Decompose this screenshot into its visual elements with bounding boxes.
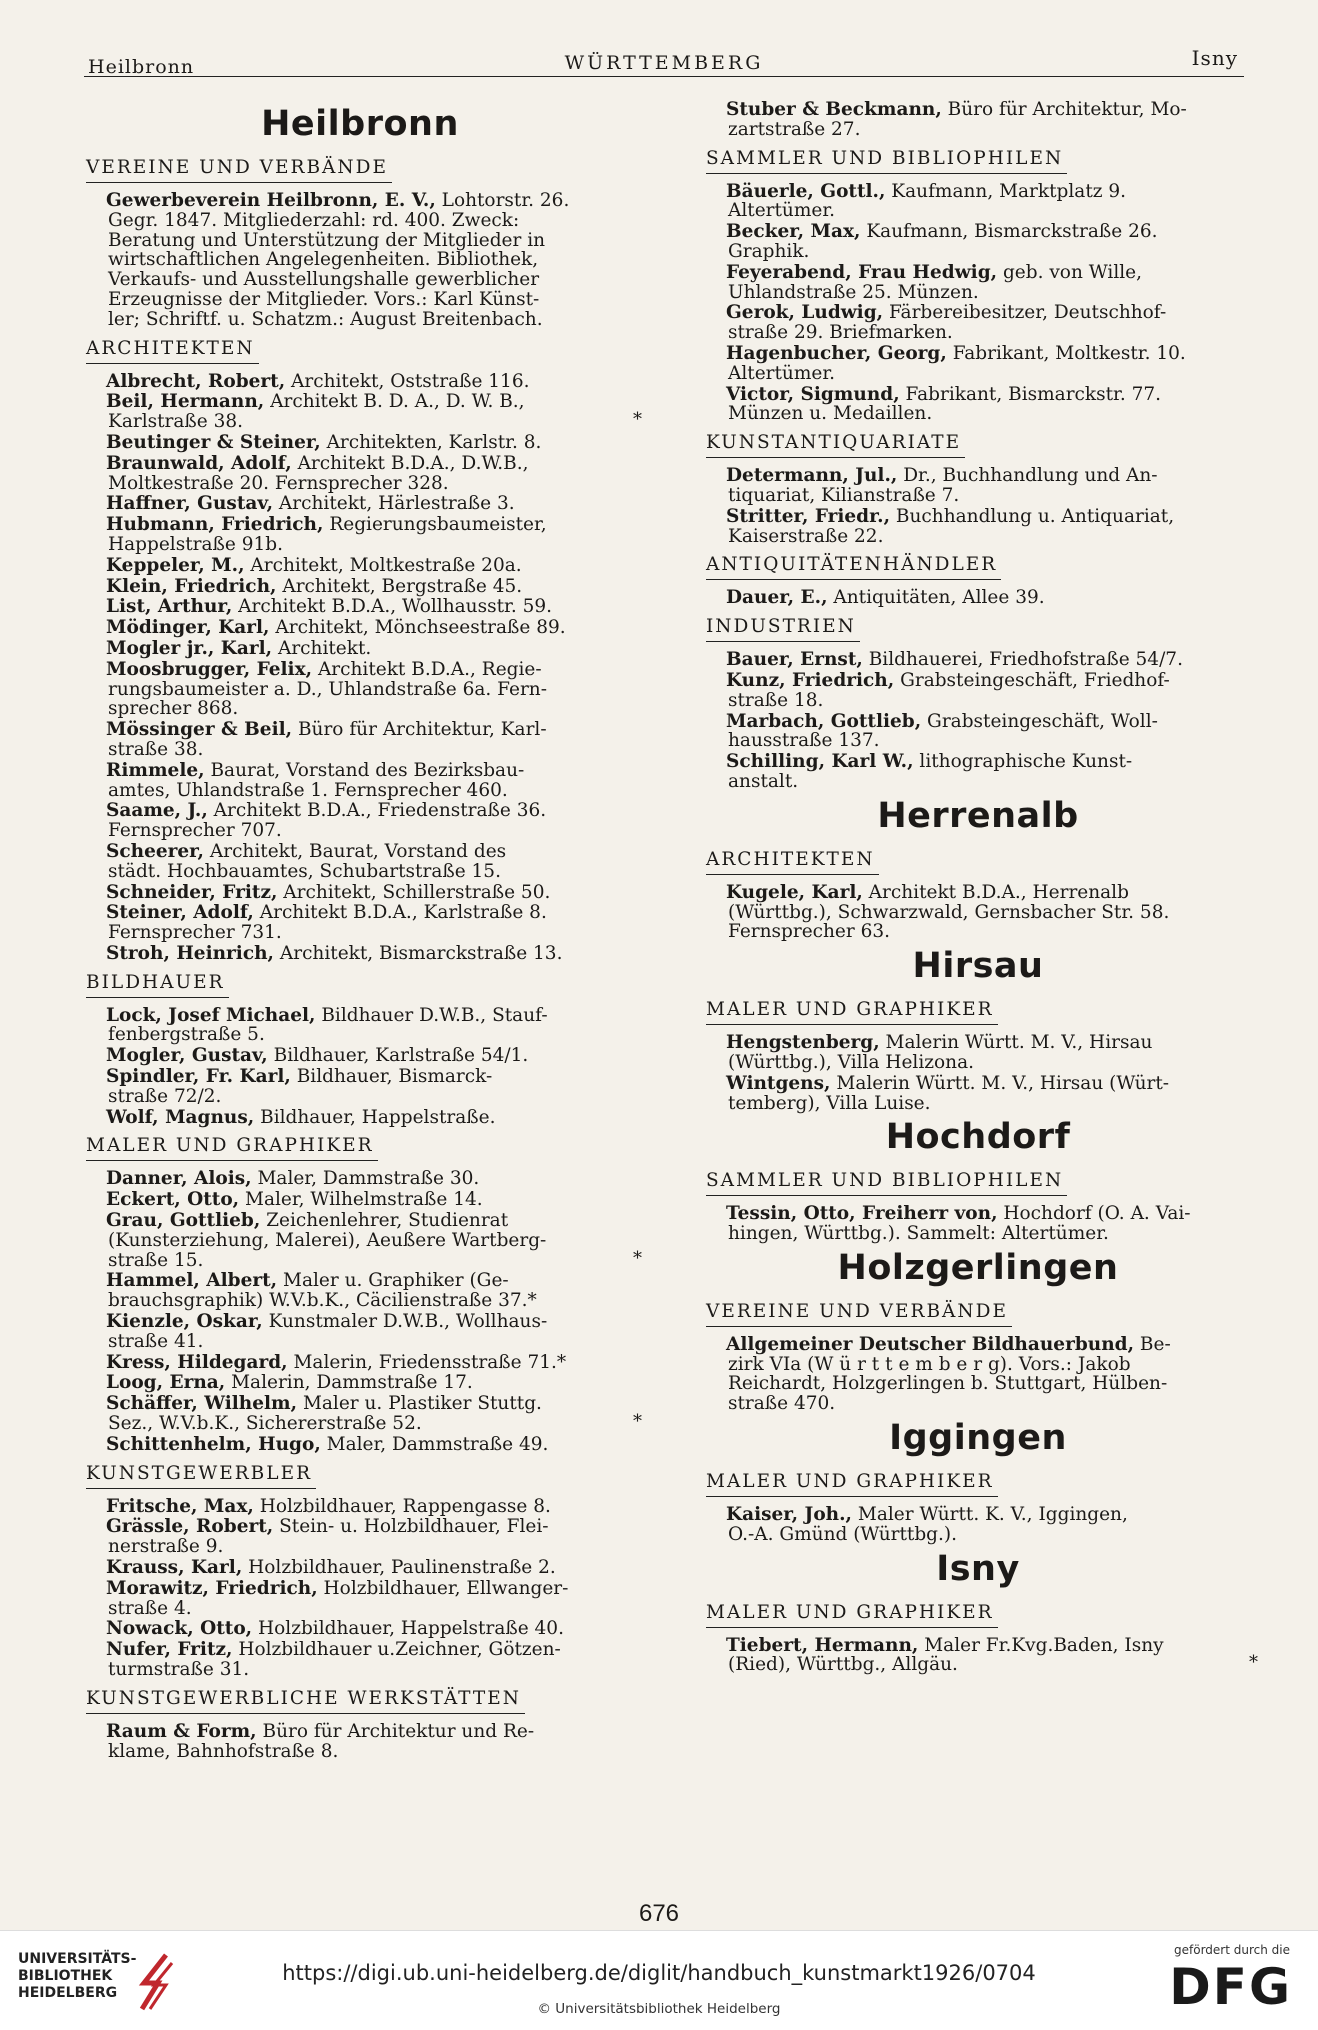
entry-text: Sez., W.V.b.K., Sichererstraße 52. — [108, 1413, 422, 1435]
entry-name: Hammel, Albert, — [106, 1270, 278, 1292]
city-heading: Isny — [936, 1548, 1020, 1589]
entry-name: Kress, Hildegard, — [106, 1351, 288, 1373]
library-line: BIBLIOTHEK — [18, 1968, 113, 1984]
section-heading: KUNSTGEWERBLICHE WERKSTÄTTEN — [86, 1687, 525, 1714]
directory-entry — [86, 1517, 634, 1557]
library-line: UNIVERSITÄTS- — [18, 1951, 137, 1967]
copyright-notice: © Universitätsbibliothek Heidelberg — [537, 2001, 781, 2017]
directory-entry — [86, 761, 634, 801]
entry-name: Marbach, Gottlieb, — [726, 710, 922, 732]
entry-name: Stuber & Beckmann, — [726, 99, 942, 120]
directory-entry — [86, 1169, 634, 1189]
section-heading-wrap — [706, 992, 1250, 1033]
entry-name: Schäffer, Wilhelm, — [106, 1393, 298, 1415]
entry-text: Bildhauer D.W.B., Stauf- — [315, 1004, 548, 1026]
entry-text: Zeichenlehrer, Studienrat — [260, 1210, 509, 1232]
entry-text: Architekt, Moltkestraße 20a. — [244, 554, 522, 576]
section-heading: INDUSTRIEN — [706, 615, 860, 642]
entry-text: Architekt B.D.A., Wollhausstr. 59. — [232, 596, 553, 618]
section-heading-wrap — [706, 425, 1250, 466]
entry-text: Bildhauerei, Friedhofstraße 54/7. — [862, 649, 1183, 671]
entry-text: amtes, Uhlandstraße 1. Fernsprecher 460. — [108, 779, 508, 801]
section-heading: MALER UND GRAPHIKER — [706, 1601, 998, 1628]
entry-name: Beutinger & Steiner, — [106, 431, 321, 453]
page-number: 676 — [638, 1900, 680, 1927]
section-heading-wrap — [86, 150, 634, 191]
entry-text: Karlstraße 38. — [108, 411, 244, 433]
entry-name: Kunz, Friedrich, — [726, 669, 895, 691]
directory-entry — [86, 1067, 634, 1107]
section-heading-wrap — [706, 842, 1250, 883]
directory-entry — [86, 597, 634, 617]
entry-name: Raum & Form, — [106, 1720, 257, 1742]
entry-name: Spindler, Fr. Karl, — [106, 1066, 291, 1088]
directory-entry — [86, 1640, 634, 1680]
entry-text: Fabrikant, Moltkestr. 10. — [946, 342, 1186, 364]
entry-text: Holzbildhauer, Paulinenstraße 2. — [242, 1557, 556, 1579]
directory-entry — [86, 556, 634, 576]
entry-text: Büro für Architektur, Mo- — [941, 99, 1187, 120]
directory-entry — [706, 1634, 1258, 1676]
entry-text: Büro für Architektur und Re- — [256, 1720, 535, 1742]
entry-name: Kugele, Karl, — [726, 881, 863, 903]
entry-name: Kienzle, Oskar, — [106, 1311, 263, 1333]
entry-text: Regierungsbaumeister, — [323, 514, 547, 536]
directory-entry — [706, 303, 1250, 343]
entry-name: Hubmann, Friedrich, — [106, 514, 324, 536]
entry-text: Kaiserstraße 22. — [728, 525, 884, 547]
entry-name: Tessin, Otto, Freiherr von, — [726, 1203, 998, 1225]
section-heading: MALER UND GRAPHIKER — [86, 1134, 378, 1161]
entry-text: straße 470. — [728, 1393, 836, 1415]
entry-name: Becker, Max, — [726, 221, 861, 243]
directory-entry — [706, 182, 1250, 222]
entry-name: Schittenhelm, Hugo, — [106, 1433, 321, 1455]
directory-entry — [86, 639, 634, 659]
city-heading: Holzgerlingen — [837, 1247, 1119, 1288]
entry-name: Loog, Erna, — [106, 1372, 226, 1394]
directory-entry — [86, 1046, 634, 1066]
entry-text: tiquariat, Kilianstraße 7. — [728, 484, 960, 506]
entry-name: Kaiser, Joh., — [726, 1504, 852, 1526]
header-right: Isny — [1191, 46, 1238, 70]
entry-name: List, Arthur, — [106, 596, 233, 618]
city-heading: Hochdorf — [885, 1117, 1071, 1158]
entry-name: Stritter, Friedr., — [726, 505, 891, 527]
directory-entry — [706, 1074, 1250, 1114]
entry-text: Malerin, Dammstraße 17. — [225, 1372, 473, 1394]
entry-text: Be- — [1134, 1333, 1171, 1355]
asterisk-mark: * — [1249, 1652, 1258, 1674]
directory-entry — [86, 1373, 634, 1393]
entry-text: Architekt B.D.A., Herrenalb — [862, 881, 1129, 903]
directory-entry — [86, 883, 634, 903]
entry-text: straße 38. — [108, 738, 204, 760]
entry-name: Braunwald, Adolf, — [106, 452, 292, 474]
entry-name: Schilling, Karl W., — [726, 751, 914, 773]
entry-text: Architekt, Bismarckstraße 13. — [273, 942, 563, 964]
directory-entry — [706, 588, 1250, 608]
directory-entry — [86, 1108, 634, 1128]
entry-text: Maler Fr.Kvg.Baden, Isny — [918, 1634, 1164, 1656]
entry-text: Maler, Dammstraße 49. — [320, 1433, 549, 1455]
entry-name: Mogler, Gustav, — [106, 1045, 268, 1067]
entry-name: Beil, Hermann, — [106, 391, 265, 413]
section-heading-wrap — [86, 1128, 634, 1169]
funding-caption: gefördert durch die — [1174, 1943, 1290, 1957]
directory-entry — [86, 1579, 634, 1619]
entry-text: rungsbaumeister a. D., Uhlandstraße 6a. Fern- — [108, 678, 547, 700]
entry-text: Beratung und Unterstützung der Mitglieder in — [108, 229, 546, 251]
directory-entry — [706, 1204, 1250, 1244]
city-heading: Herrenalb — [877, 795, 1079, 836]
section-heading: VEREINE UND VERBÄNDE — [86, 156, 392, 183]
entry-name: Grau, Gottlieb, — [106, 1210, 261, 1232]
directory-entry — [86, 1271, 634, 1311]
entry-text: Architekt, Oststraße 116. — [285, 370, 530, 392]
entry-text: Grabsteingeschäft, Woll- — [921, 710, 1158, 732]
entry-name: Allgemeiner Deutscher Bildhauerbund, — [726, 1333, 1135, 1355]
city-heading: Heilbronn — [261, 104, 459, 144]
entry-text: Happelstraße 91b. — [108, 533, 283, 555]
directory-entry — [86, 660, 634, 719]
entry-name: Saame, J., — [106, 800, 208, 822]
section-heading-wrap — [86, 331, 634, 372]
entry-name: Gewerbeverein Heilbronn, E. V., — [106, 190, 436, 211]
asterisk-mark: * — [633, 1247, 642, 1269]
entry-name: Stroh, Heinrich, — [106, 942, 274, 964]
directory-entry — [706, 1505, 1250, 1545]
entry-text: straße 29. Briefmarken. — [728, 322, 953, 344]
entry-name: Dauer, E., — [726, 587, 828, 609]
directory-entry — [706, 507, 1250, 547]
entry-text: Altertümer. — [728, 200, 836, 222]
directory-entry — [86, 454, 634, 494]
entry-text: Münzen u. Medaillen. — [728, 403, 933, 425]
section-heading: ARCHITEKTEN — [706, 848, 879, 875]
directory-entry — [86, 801, 634, 841]
entry-text: Kaufmann, Marktplatz 9. — [885, 180, 1127, 202]
entry-text: brauchsgraphik) W.V.b.K., Cäcilienstraße 37.* — [108, 1290, 537, 1312]
entry-name: Nufer, Fritz, — [106, 1639, 233, 1661]
entry-text: Fernsprecher 731. — [108, 922, 282, 944]
entry-text: Bildhauer, Karlstraße 54/1. — [267, 1045, 529, 1067]
entry-name: Mödinger, Karl, — [106, 617, 270, 639]
entry-text: straße 18. — [728, 689, 824, 711]
entry-name: Mogler jr., Karl, — [106, 637, 273, 659]
section-heading: KUNSTANTIQUARIATE — [706, 431, 965, 458]
entry-name: Keppeler, M., — [106, 554, 245, 576]
entry-text: O.-A. Gmünd (Württbg.). — [728, 1523, 957, 1545]
section-heading-wrap — [706, 609, 1250, 650]
entry-text: Architekt. — [272, 637, 372, 659]
entry-text: geb. von Wille, — [997, 261, 1143, 283]
library-logo-icon — [136, 1953, 174, 2011]
entry-text: Uhlandstraße 25. Münzen. — [728, 281, 979, 303]
directory-entry — [706, 1335, 1250, 1414]
directory-entry — [86, 1619, 634, 1639]
running-header — [84, 46, 1244, 77]
entry-text: lithographische Kunst- — [913, 751, 1133, 773]
entry-name: Scheerer, — [106, 840, 204, 862]
entry-name: Moosbrugger, Felix, — [106, 658, 313, 680]
entry-text: Stein- u. Holzbildhauer, Flei- — [273, 1516, 549, 1538]
entry-text: Holzbildhauer u.Zeichner, Götzen- — [232, 1639, 561, 1661]
entry-text: Maler u. Plastiker Stuttg. — [297, 1393, 542, 1415]
entry-name: Morawitz, Friedrich, — [106, 1577, 318, 1599]
entry-name: Steiner, Adolf, — [106, 902, 254, 924]
entry-text: Architekt B.D.A., Karlstraße 8. — [253, 902, 547, 924]
left-column — [86, 100, 642, 1762]
entry-text: straße 4. — [108, 1597, 192, 1619]
entry-text: Reichardt, Holzgerlingen b. Stuttgart, Hülben- — [728, 1373, 1168, 1395]
entry-name: Danner, Alois, — [106, 1168, 252, 1190]
entry-text: Büro für Architektur, Karl- — [292, 719, 547, 741]
entry-text: straße 72/2. — [108, 1085, 222, 1107]
directory-entry — [706, 344, 1250, 384]
directory-entry — [706, 883, 1250, 942]
directory-entry — [86, 1497, 634, 1517]
directory-entry — [706, 385, 1250, 425]
entry-name: Bäuerle, Gottl., — [726, 180, 886, 202]
entry-text: Verkaufs- und Ausstellungshalle gewerblicher — [108, 269, 540, 291]
directory-entry — [86, 720, 634, 760]
entry-name: Feyerabend, Frau Hedwig, — [726, 261, 998, 283]
entry-text: anstalt. — [728, 770, 799, 792]
directory-entry — [86, 1312, 634, 1352]
entry-text: Buchhandlung u. Antiquariat, — [890, 505, 1175, 527]
directory-entry — [706, 650, 1250, 670]
directory-entry — [706, 712, 1250, 752]
entry-name: Grässle, Robert, — [106, 1516, 274, 1538]
entry-text: Malerin Württ. M. V., Hirsau (Würt- — [830, 1072, 1170, 1094]
entry-name: Fritsche, Max, — [106, 1495, 254, 1517]
entry-text: Dr., Buchhandlung und An- — [897, 465, 1158, 487]
entry-name: Nowack, Otto, — [106, 1618, 253, 1640]
entry-text: (Kunsterziehung, Malerei), Aeußere Wartberg- — [108, 1229, 547, 1251]
entry-text: hausstraße 137. — [728, 730, 880, 752]
entry-text: Altertümer. — [728, 362, 836, 384]
entry-text: Architekt B. D. A., D. W. B., — [264, 391, 525, 413]
directory-entry — [86, 515, 634, 555]
entry-text: turmstraße 31. — [108, 1659, 250, 1680]
entry-text: straße 41. — [108, 1330, 204, 1352]
entry-text: Färbereibesitzer, Deutschhof- — [883, 302, 1167, 324]
section-heading-wrap — [86, 1681, 634, 1722]
section-heading: ARCHITEKTEN — [86, 337, 259, 364]
entry-text: zartstraße 27. — [728, 118, 861, 140]
entry-text: fenbergstraße 5. — [108, 1024, 265, 1046]
footer-bar — [0, 1930, 1318, 2030]
entry-text: Architekt, Härlestraße 3. — [273, 493, 515, 515]
entry-text: zirk VIa (W ü r t t e m b e r g). Vors.: Jakob — [728, 1353, 1131, 1375]
entry-text: Baurat, Vorstand des Bezirksbau- — [204, 759, 525, 781]
entry-text: Gegr. 1847. Mitgliederzahl: rd. 400. Zweck: — [108, 209, 520, 231]
directory-entry — [86, 577, 634, 597]
directory-entry — [86, 842, 634, 882]
entry-text: klame, Bahnhofstraße 8. — [108, 1740, 339, 1762]
directory-entry — [86, 372, 634, 392]
section-heading: BILDHAUER — [86, 971, 229, 998]
entry-text: Grabsteingeschäft, Friedhof- — [894, 669, 1170, 691]
entry-text: Erzeugnisse der Mitglieder. Vors.: Karl Künst- — [108, 288, 540, 310]
entry-name: Krauss, Karl, — [106, 1557, 243, 1579]
directory-entry — [86, 1190, 634, 1210]
directory-entry — [86, 1353, 634, 1373]
directory-entry — [706, 222, 1250, 262]
entry-text: Holzbildhauer, Happelstraße 40. — [252, 1618, 564, 1640]
directory-entry — [86, 433, 634, 453]
directory-entry — [86, 191, 634, 330]
entry-text: (Württbg.), Schwarzwald, Gernsbacher Str. 58. — [728, 901, 1170, 923]
entry-text: Architekt, Baurat, Vorstand des — [203, 840, 507, 862]
entry-name: Victor, Sigmund, — [726, 383, 900, 405]
entry-text: Malerin Württ. M. V., Hirsau — [879, 1032, 1153, 1054]
asterisk-mark: * — [633, 1411, 642, 1433]
directory-entry — [86, 944, 634, 964]
entry-text: Fernsprecher 63. — [728, 921, 891, 943]
entry-text: Kaufmann, Bismarckstraße 26. — [860, 221, 1158, 243]
entry-name: Mössinger & Beil, — [106, 719, 293, 741]
entry-text: ler; Schriftf. u. Schatzm.: August Breitenbach. — [108, 308, 543, 330]
entry-text: Malerin, Friedensstraße 71.* — [287, 1351, 567, 1373]
page-url-link[interactable]: https://digi.ub.uni-heidelberg.de/diglit/handbuch_kunstmarkt1926/0704 — [282, 1961, 1036, 1985]
entry-text: straße 15. — [108, 1249, 204, 1271]
entry-text: nerstraße 9. — [108, 1536, 224, 1558]
section-heading-wrap — [86, 965, 634, 1006]
library-name — [18, 1951, 136, 2002]
entry-text: Graphik. — [728, 240, 810, 262]
entry-name: Albrecht, Robert, — [106, 370, 286, 392]
section-heading: VEREINE UND VERBÄNDE — [706, 1300, 1012, 1327]
directory-entry — [86, 903, 634, 943]
entry-text: Holzbildhauer, Ellwanger- — [317, 1577, 569, 1599]
section-heading-wrap — [86, 1456, 634, 1497]
entry-text: Maler u. Graphiker (Ge- — [277, 1270, 509, 1292]
header-left: Heilbronn — [88, 56, 195, 78]
directory-entry — [86, 1722, 634, 1762]
entry-text: wirtschaftlichen Angelegenheiten. Bibliothek, — [108, 249, 539, 271]
directory-entry — [706, 752, 1250, 792]
entry-name: Hagenbucher, Georg, — [726, 342, 947, 364]
entry-text: Architekt B.D.A., Regie- — [312, 658, 542, 680]
section-heading: ANTIQUITÄTENHÄNDLER — [706, 553, 1001, 580]
entry-text: Antiquitäten, Allee 39. — [827, 587, 1045, 609]
directory-entry — [86, 1393, 642, 1435]
section-heading: MALER UND GRAPHIKER — [706, 998, 998, 1025]
directory-entry — [706, 671, 1250, 711]
directory-entry — [706, 1033, 1250, 1073]
directory-entry — [706, 100, 1250, 140]
entry-name: Rimmele, — [106, 759, 205, 781]
entry-text: Maler, Wilhelmstraße 14. — [239, 1189, 483, 1211]
entry-text: Kunstmaler D.W.B., Wollhaus- — [262, 1311, 548, 1333]
entry-text: (Württbg.), Villa Helizona. — [728, 1051, 974, 1073]
entry-name: Gerok, Ludwig, — [726, 302, 884, 324]
section-heading: SAMMLER UND BIBLIOPHILEN — [706, 147, 1067, 174]
entry-text: sprecher 868. — [108, 698, 239, 720]
entry-name: Haffner, Gustav, — [106, 493, 274, 515]
entry-text: Maler, Dammstraße 30. — [251, 1168, 480, 1190]
asterisk-mark: * — [633, 409, 642, 431]
entry-text: temberg), Villa Luise. — [728, 1092, 931, 1114]
entry-text: Lohtorstr. 26. — [435, 190, 570, 211]
directory-entry — [86, 494, 634, 514]
entry-text: Maler Württ. K. V., Iggingen, — [852, 1504, 1128, 1526]
entry-text: Architekt B.D.A., D.W.B., — [291, 452, 529, 474]
entry-text: Bildhauer, Happelstraße. — [254, 1106, 496, 1128]
right-column — [706, 99, 1258, 1676]
directory-entry — [86, 1210, 642, 1271]
entry-text: Fabrikant, Bismarckstr. 77. — [899, 383, 1162, 405]
directory-entry — [86, 1558, 634, 1578]
entry-name: Klein, Friedrich, — [106, 575, 277, 597]
directory-entry — [86, 1006, 634, 1046]
section-heading-wrap — [706, 141, 1250, 182]
entry-text: hingen, Württbg.). Sammelt: Altertümer. — [728, 1223, 1109, 1245]
section-heading: KUNSTGEWERBLER — [86, 1462, 316, 1489]
entry-text: Hochdorf (O. A. Vai- — [997, 1203, 1191, 1225]
section-heading: MALER UND GRAPHIKER — [706, 1470, 998, 1497]
entry-name: Wolf, Magnus, — [106, 1106, 255, 1128]
directory-entry — [86, 1435, 634, 1455]
entry-text: Architekten, Karlstr. 8. — [320, 431, 542, 453]
dfg-logo: DFG — [1169, 1958, 1292, 2016]
section-heading: SAMMLER UND BIBLIOPHILEN — [706, 1169, 1067, 1196]
entry-name: Bauer, Ernst, — [726, 649, 863, 671]
directory-entry — [706, 263, 1250, 303]
entry-text: städt. Hochbauamtes, Schubartstraße 15. — [108, 860, 501, 882]
entry-name: Lock, Josef Michael, — [106, 1004, 316, 1026]
entry-name: Determann, Jul., — [726, 465, 898, 487]
section-heading-wrap — [706, 1464, 1250, 1505]
section-heading-wrap — [706, 1163, 1250, 1204]
entry-name: Hengstenberg, — [726, 1032, 880, 1054]
entry-text: Architekt B.D.A., Friedenstraße 36. — [207, 800, 547, 822]
section-heading-wrap — [706, 1294, 1250, 1335]
entry-text: Moltkestraße 20. Fernsprecher 328. — [108, 472, 449, 494]
entry-name: Eckert, Otto, — [106, 1189, 240, 1211]
entry-text: Bildhauer, Bismarck- — [290, 1066, 493, 1088]
entry-text: Fernsprecher 707. — [108, 820, 282, 842]
entry-text: (Ried), Württbg., Allgäu. — [728, 1654, 958, 1676]
entry-name: Schneider, Fritz, — [106, 881, 278, 903]
library-line: HEIDELBERG — [18, 1985, 118, 2001]
entry-text: Architekt, Schillerstraße 50. — [277, 881, 551, 903]
header-center: WÜRTTEMBERG — [564, 52, 764, 74]
entry-name: Wintgens, — [726, 1072, 831, 1094]
entry-name: Tiebert, Hermann, — [726, 1634, 919, 1656]
city-heading: Iggingen — [889, 1418, 1067, 1459]
directory-entry — [86, 391, 642, 433]
entry-text: Architekt, Mönchseestraße 89. — [269, 617, 566, 639]
city-heading: Hirsau — [912, 946, 1044, 987]
section-heading-wrap — [706, 547, 1250, 588]
section-heading-wrap — [706, 1595, 1250, 1636]
directory-entry — [706, 466, 1250, 506]
entry-text: Architekt, Bergstraße 45. — [276, 575, 523, 597]
entry-text: Holzbildhauer, Rappengasse 8. — [253, 1495, 551, 1517]
directory-entry — [86, 618, 634, 638]
